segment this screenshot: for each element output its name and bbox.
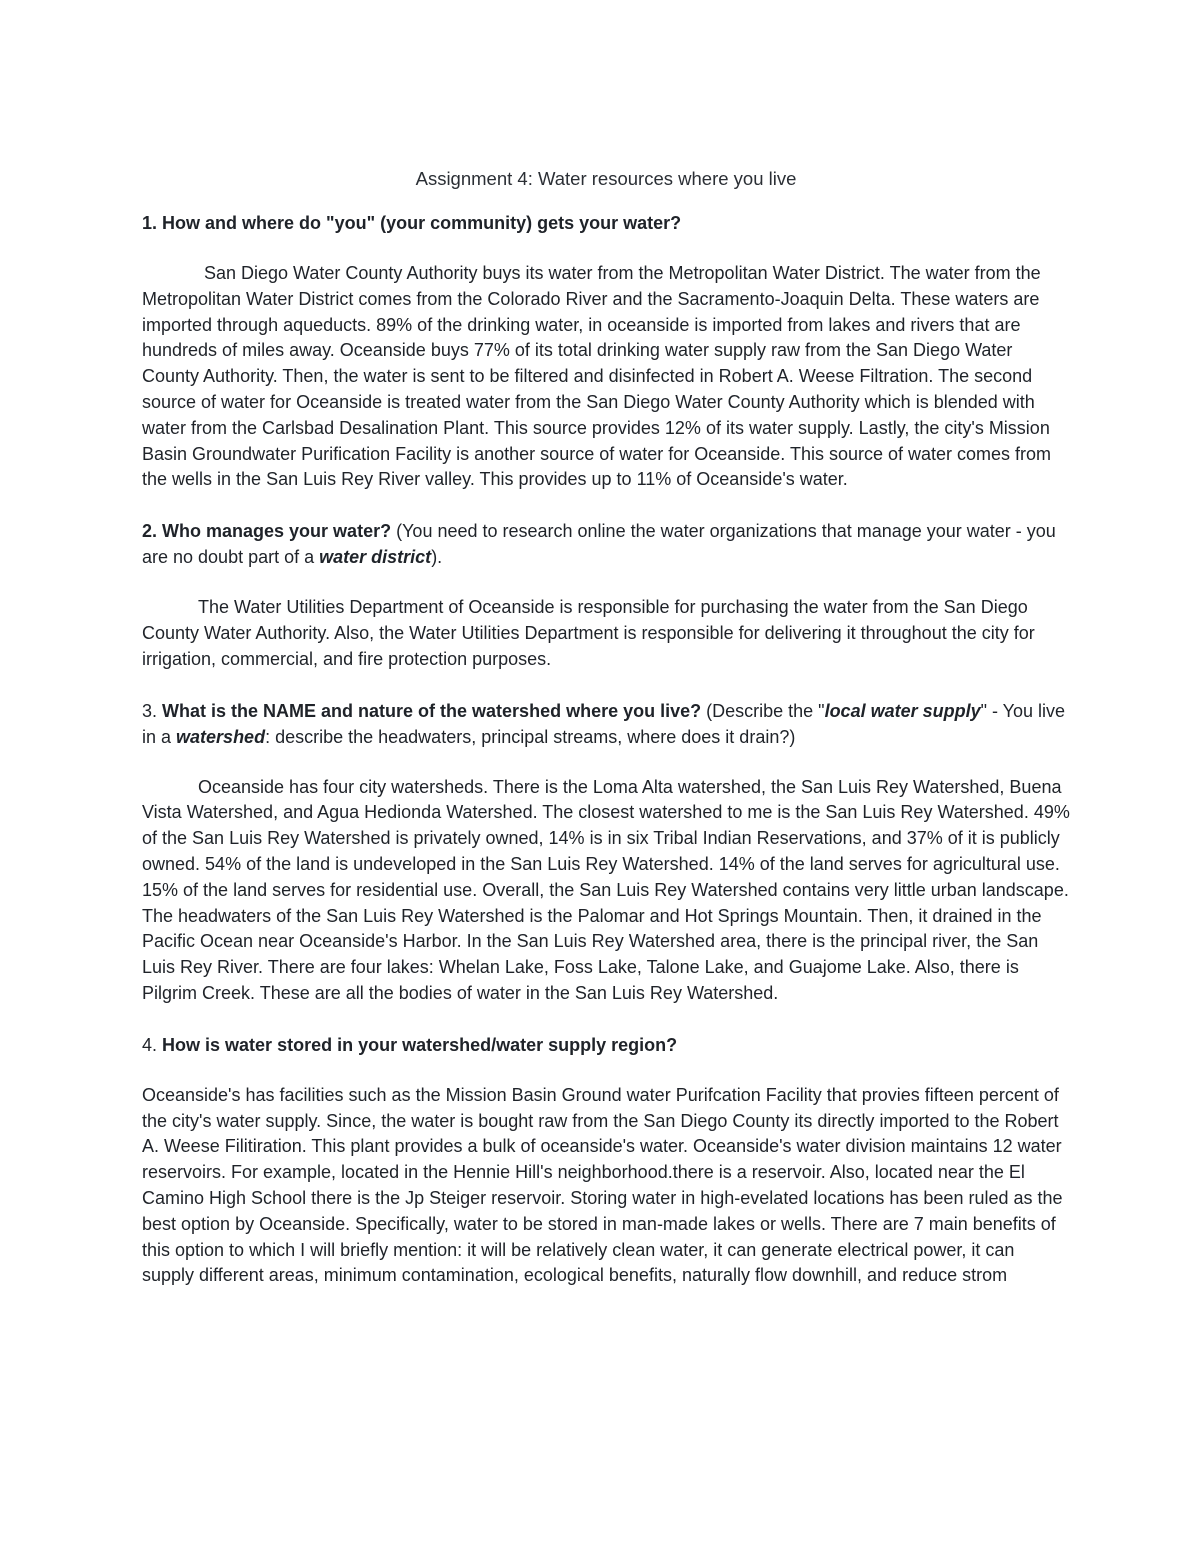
question-4-number: 4.	[142, 1034, 158, 1055]
question-3	[142, 698, 1070, 750]
question-3-note-middle: " - You live in a	[142, 700, 1066, 747]
question-1-number: 1.	[142, 213, 158, 233]
question-3-note-emphasis-1: local water supply	[824, 700, 981, 721]
question-4	[142, 1032, 1070, 1058]
answer-1: San Diego Water County Authority buys its water from the Metropolitan Water District. The water from the Metropolitan Water District comes from the Colorado River and the Sacramento-Joaquin Delta. These waters are imported through aqueducts. 89% of the drinking water, in oceanside is imported from lakes and rivers that are hundreds of miles away. Oceanside buys 77% of its total drinking water supply raw from the San Diego Water County Authority. Then, the water is sent to be filtered and disinfected in Robert A. Weese Filtration. The second source of water for Oceanside is treated water from the San Diego Water County Authority which is blended with water from the Carlsbad Desalination Plant. This source provides 12% of its water supply. Lastly, the city's Mission Basin Groundwater Purification Facility is another source of water for Oceanside. This source of water comes from the wells in the San Luis Rey River valley. This provides up to 11% of Oceanside's water.	[142, 263, 1052, 490]
answer-3: Oceanside has four city watersheds. There is the Loma Alta watershed, the San Luis Rey Watershed, Buena Vista Watershed, and Agua Hedionda Watershed. The closest watershed to me is the San Luis Rey Watershed. 49% of the San Luis Rey Watershed is privately owned, 14% is in six Tribal Indian Reservations, and 37% of it is publicly owned. 54% of the land is undeveloped in the San Luis Rey Watershed. 14% of the land serves for agricultural use. 15% of the land serves for residential use. Overall, the San Luis Rey Watershed contains very little urban landscape. The headwaters of the San Luis Rey Watershed is the Palomar and Hot Springs Mountain. Then, it drained in the Pacific Ocean near Oceanside's Harbor. In the San Luis Rey Watershed area, there is the principal river, the San Luis Rey River. There are four lakes: Whelan Lake, Foss Lake, Talone Lake, and Guajome Lake. Also, there is Pilgrim Creek. These are all the bodies of water in the San Luis Rey Watershed.	[142, 776, 1070, 1003]
question-3-text: What is the NAME and nature of the watershed where you live?	[162, 700, 702, 721]
question-3-note-emphasis-2: watershed	[176, 726, 266, 747]
question-2-note-emphasis: water district	[319, 547, 432, 568]
question-3-note-end: : describe the headwaters, principal streams, where does it drain?)	[265, 726, 796, 747]
question-4-text: How is water stored in your watershed/water supply region?	[162, 1034, 678, 1055]
question-2-note-end: ).	[431, 547, 443, 568]
question-3-number: 3.	[142, 700, 158, 721]
answer-4: Oceanside's has facilities such as the Mission Basin Ground water Purifcation Facility that provies fifteen percent of the city's water supply. Since, the water is bought raw from the San Diego County its directly imported to the Robert A. Weese Filitiration. This plant provides a bulk of oceanside's water. Oceanside's water division maintains 12 water reservoirs. For example, located in the Hennie Hill's neighborhood.there is a reservoir. Also, located near the El Camino High School there is the Jp Steiger reservoir. Storing water in high-evelated locations has been ruled as the best option by Oceanside. Specifically, water to be stored in man-made lakes or wells. There are 7 main benefits of this option to which I will briefly mention: it will be relatively clean water, it can generate electrical power, it can supply different areas, minimum contamination, ecological benefits, naturally flow downhill, and reduce strom	[142, 1084, 1063, 1286]
question-1	[142, 210, 1070, 236]
question-3-note-start: (Describe the "	[701, 700, 825, 721]
answer-2: The Water Utilities Department of Oceanside is responsible for purchasing the water from the San Diego County Water Authority. Also, the Water Utilities Department is responsible for delivering it throughout the city for irrigation, commercial, and fire protection purposes.	[142, 597, 1035, 669]
question-1-text: How and where do "you" (your community) gets your water?	[162, 213, 682, 233]
question-2-note: (You need to research online the water organizations that manage your water - you are no doubt part of a	[142, 521, 1056, 568]
question-2-number: 2.	[142, 521, 158, 542]
question-2-text: Who manages your water?	[162, 521, 392, 542]
question-2	[142, 518, 1070, 570]
document-title: Assignment 4: Water resources where you live	[415, 168, 797, 189]
